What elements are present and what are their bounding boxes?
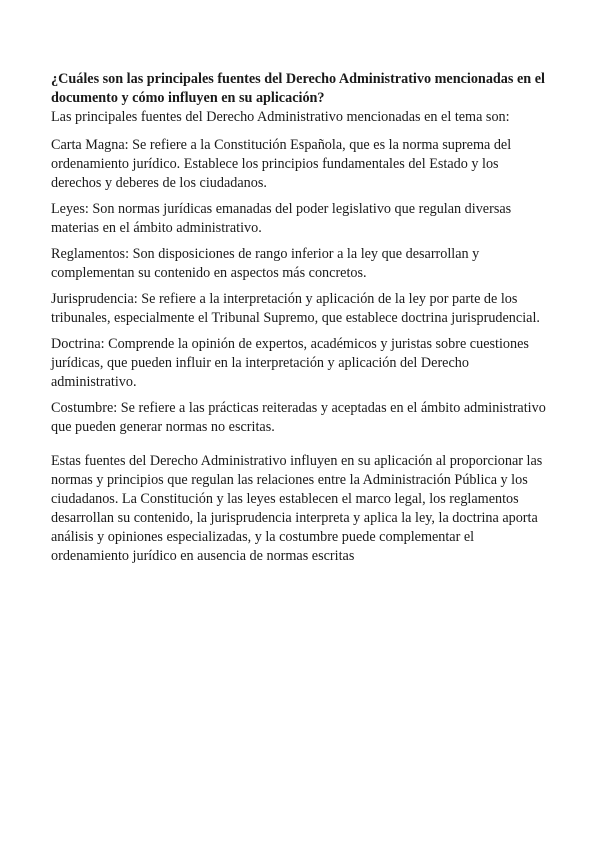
source-reglamentos: Reglamentos: Son disposiciones de rango inferior a la ley que desarrollan y complementan su contenido en aspectos más concretos. — [51, 246, 480, 281]
source-carta-magna: Carta Magna: Se refiere a la Constitución Española, que es la norma suprema del ordenamiento jurídico. Establece los principios fundamentales del Estado y los derechos y deberes de los ciudadanos. — [51, 137, 512, 191]
source-jurisprudencia: Jurisprudencia: Se refiere a la interpretación y aplicación de la ley por parte de los tribunales, especialmente el Tribunal Supremo, que establece doctrina jurisprudencial. — [51, 291, 540, 326]
source-doctrina: Doctrina: Comprende la opinión de expertos, académicos y juristas sobre cuestiones jurídicas, que pueden influir en la interpretación y aplicación del Derecho administrativo. — [51, 336, 529, 390]
document-page — [51, 70, 551, 566]
source-costumbre: Costumbre: Se refiere a las prácticas reiteradas y aceptadas en el ámbito administrativo que pueden generar normas no escritas. — [51, 400, 546, 435]
intro-paragraph: Las principales fuentes del Derecho Administrativo mencionadas en el tema son: — [51, 109, 510, 125]
conclusion-paragraph: Estas fuentes del Derecho Administrativo influyen en su aplicación al proporcionar las normas y principios que regulan las relaciones entre la Administración Pública y los ciudadanos. La Constitución y las leyes establecen el marco legal, los reglamentos desarrollan su contenido, la jurisprudencia interpreta y aplica la ley, la doctrina aporta análisis y opiniones especializadas, y la costumbre puede complementar el ordenamiento jurídico en ausencia de normas escritas — [51, 453, 543, 564]
source-leyes: Leyes: Son normas jurídicas emanadas del poder legislativo que regulan diversas materias en el ámbito administrativo. — [51, 201, 512, 236]
question-heading: ¿Cuáles son las principales fuentes del Derecho Administrativo mencionadas en el documento y cómo influyen en su aplicación? — [51, 71, 545, 106]
